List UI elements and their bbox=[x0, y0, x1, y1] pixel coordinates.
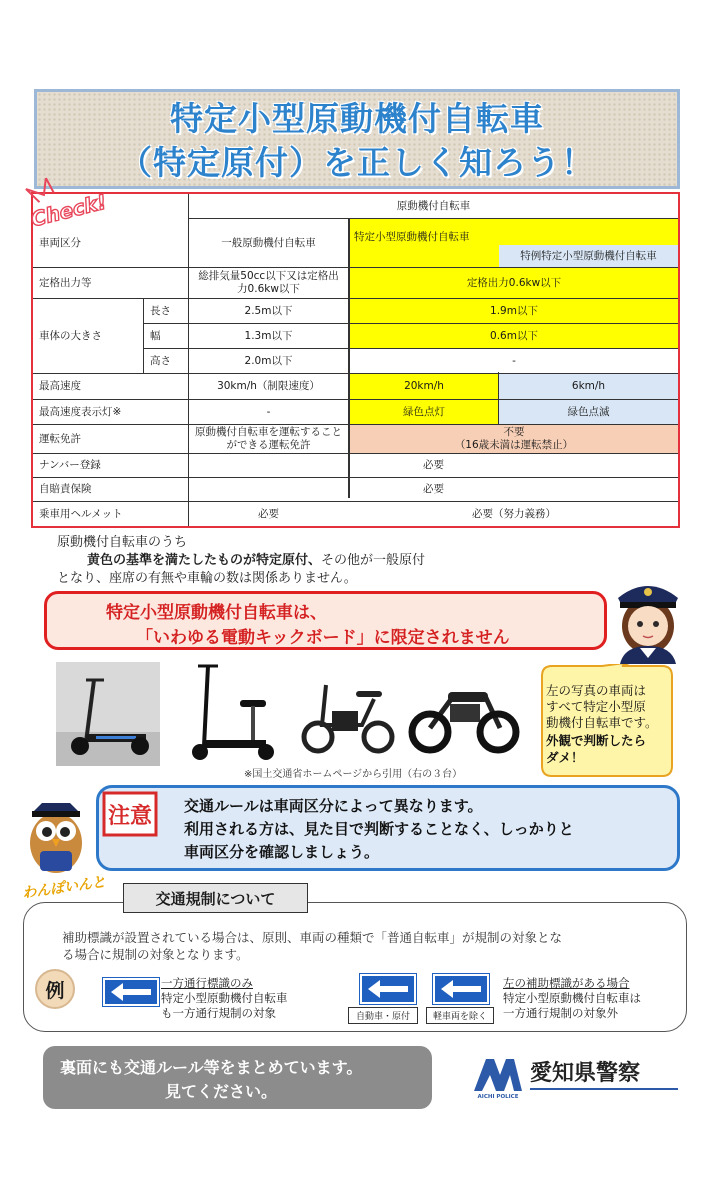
row-label-body-size: 車体の大きさ bbox=[39, 329, 102, 342]
left-arrow-icon bbox=[105, 980, 157, 1004]
callout-line-2: 「いわゆる電動キックボード」に限定されません bbox=[136, 628, 510, 648]
row-label-vehicle-class: 車両区分 bbox=[39, 236, 81, 249]
row-label-helmet: 乗車用ヘルメット bbox=[39, 507, 123, 520]
general-license: 原動機付自転車を運転することができる運転免許 bbox=[195, 426, 342, 451]
kick-scooter-photo bbox=[56, 662, 160, 766]
row-label-insurance: 自賠責保険 bbox=[39, 483, 92, 495]
bubble-line-3: 動機付自転車です。 bbox=[546, 715, 658, 730]
bubble-line-5: ダメ！ bbox=[546, 750, 584, 765]
e-bike-photo bbox=[408, 668, 520, 760]
bubble-line-2: すべて特定小型原 bbox=[546, 699, 646, 714]
special-max-speed: 6km/h bbox=[499, 374, 678, 399]
specified-height: - bbox=[512, 354, 516, 367]
left-arrow-icon bbox=[435, 976, 487, 1002]
note-line-2 bbox=[87, 553, 425, 569]
general-rated-output: 総排気量50cc以下又は定格出力0.6kw以下 bbox=[198, 270, 339, 295]
bubble-line-1: 左の写真の車両は bbox=[546, 683, 647, 698]
aux-sign-except-light-vehicles: 軽車両を除く bbox=[426, 1007, 494, 1024]
specified-length: 1.9m以下 bbox=[350, 299, 678, 323]
table-header-group: 原動機付自転車 bbox=[396, 199, 471, 212]
general-helmet: 必要 bbox=[258, 507, 279, 520]
specified-class: 特定小型原動機付自転車 bbox=[350, 219, 678, 267]
caution-line-2: 利用される方は、見た目で判断することなく、しっかりと bbox=[184, 820, 574, 838]
label-height: 高さ bbox=[150, 354, 171, 367]
police-name: 愛知県警察 bbox=[530, 1061, 641, 1086]
caution-line-3: 車両区分を確認しましょう。 bbox=[184, 843, 380, 861]
footer-line-2: 見てください。 bbox=[165, 1082, 278, 1101]
general-height: 2.0m以下 bbox=[244, 354, 293, 367]
license-age-note: （16歳未満は運転禁止） bbox=[454, 439, 574, 451]
special-speed-lamp: 緑色点滅 bbox=[499, 400, 678, 424]
row-label-license: 運転免許 bbox=[39, 432, 81, 445]
note-highlight: 黄色の基準を満たしたものが特定原付、 bbox=[87, 553, 322, 568]
specified-width: 0.6m以下 bbox=[350, 324, 678, 348]
svg-text:Check!: Check! bbox=[28, 189, 109, 232]
row-label-rated-output: 定格出力等 bbox=[39, 276, 92, 289]
license-not-required: 不要 bbox=[503, 426, 525, 438]
police-name-underline bbox=[530, 1088, 678, 1090]
with-aux-line-2: 一方通行規制の対象外 bbox=[503, 1006, 618, 1020]
traffic-regulation-tab: 交通規制について bbox=[123, 883, 308, 913]
caution-line-1: 交通ルールは車両区分によって異なります。 bbox=[184, 797, 483, 815]
note-line-3: となり、座席の有無や車輪の数は関係ありません。 bbox=[57, 571, 357, 586]
specified-rated-output: 定格出力0.6kw以下 bbox=[350, 268, 678, 298]
specified-license bbox=[350, 425, 678, 453]
sign-only-line-2: も一方通行規制の対象 bbox=[161, 1006, 276, 1020]
note-line-2-rest: その他が一般原付 bbox=[321, 553, 426, 568]
example-label: 例 bbox=[35, 969, 75, 1009]
vehicle-classification-table bbox=[31, 192, 680, 528]
general-length: 2.5m以下 bbox=[244, 304, 293, 317]
specified-speed-lamp: 緑色点灯 bbox=[350, 400, 498, 424]
traffic-text-1: 補助標識が設置されている場合は、原則、車両の種類で「普通自転車」が規制の対象とな bbox=[62, 930, 563, 945]
general-class: 一般原動機付自転車 bbox=[221, 236, 316, 249]
one-point-badge: わんぽいんと bbox=[21, 874, 107, 902]
insurance-value: 必要 bbox=[423, 483, 444, 495]
aichi-police-logo bbox=[470, 1051, 526, 1099]
row-label-number-plate: ナンバー登録 bbox=[39, 459, 101, 471]
row-label-speed-lamp: 最高速度表示灯※ bbox=[39, 405, 122, 418]
seated-scooter-photo bbox=[178, 660, 280, 764]
title-line-1: 特定小型原動機付自転車 bbox=[170, 99, 544, 138]
left-arrow-icon bbox=[362, 976, 414, 1002]
callout-line-1: 特定小型原動機付自転車は、 bbox=[106, 603, 327, 623]
svg-text:AICHI POLICE: AICHI POLICE bbox=[477, 1094, 519, 1099]
general-speed-lamp: - bbox=[266, 405, 271, 418]
label-length: 長さ bbox=[150, 304, 171, 317]
traffic-text-2: る場合に規制の対象となります。 bbox=[62, 947, 249, 962]
sign-only-title: 一方通行標識のみ bbox=[161, 976, 253, 990]
with-aux-line-1: 特定小型原動機付自転車は bbox=[503, 991, 641, 1005]
one-way-sign-with-aux-2 bbox=[433, 974, 489, 1004]
mini-bike-photo bbox=[296, 665, 398, 760]
title-banner bbox=[34, 89, 680, 189]
general-max-speed: 30km/h（制限速度） bbox=[217, 380, 320, 392]
sign-only-line-1: 特定小型原動機付自転車 bbox=[161, 991, 288, 1005]
row-label-max-speed: 最高速度 bbox=[39, 380, 81, 392]
footer-line-1: 裏面にも交通ルール等をまとめています。 bbox=[60, 1058, 363, 1077]
one-way-sign-with-aux-1 bbox=[360, 974, 416, 1004]
one-way-sign bbox=[103, 978, 159, 1006]
bubble-line-4: 外観で判断したら bbox=[546, 733, 647, 748]
note-line-1: 原動機付自転車のうち bbox=[57, 535, 188, 550]
police-officer-illustration bbox=[610, 576, 686, 664]
photo-caption: ※国土交通省ホームページから引用（右の３台） bbox=[244, 769, 463, 780]
aux-sign-vehicles: 自動車・原付 bbox=[348, 1007, 418, 1024]
svg-text:注意: 注意 bbox=[107, 804, 153, 829]
with-aux-title: 左の補助標識がある場合 bbox=[503, 976, 630, 990]
title-line-2: （特定原付）を正しく知ろう！ bbox=[119, 143, 595, 182]
general-width: 1.3m以下 bbox=[244, 329, 293, 342]
special-class: 特例特定小型原動機付自転車 bbox=[499, 245, 678, 267]
label-width: 幅 bbox=[150, 329, 161, 342]
owl-mascot-illustration bbox=[20, 795, 92, 875]
specified-max-speed: 20km/h bbox=[350, 374, 498, 399]
specified-helmet: 必要（努力義務） bbox=[472, 507, 556, 520]
number-plate-value: 必要 bbox=[423, 459, 444, 471]
caution-stamp bbox=[101, 790, 159, 838]
